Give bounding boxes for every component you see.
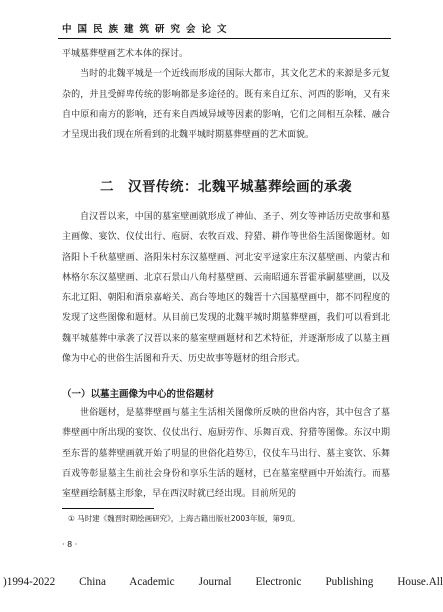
- middle-text-block: [62, 207, 390, 369]
- subsection-title: （一）以墓主画像为中心的世俗题材: [62, 389, 215, 400]
- bottom-text-block: [62, 403, 390, 504]
- paragraph: 世俗题材，是墓葬壁画与墓主生活相关图像所反映的世俗内容，其中包含了墓葬壁画中所出现的宴饮、仪仗出行、庖厨劳作、乐舞百戏、狩猎等图像。东汉中期至东晋的墓葬壁画就开始了明显的世俗化趋势①，仪仗车马出行、墓主宴饮、乐舞百戏等彰显墓主生前社会身份和享乐生活的题材，已在墓室壁画中开始流行。而墓室壁画绘制墓主形象，早在西汉时就已经出现。目前所见的: [62, 408, 390, 500]
- paragraph: 当时的北魏平城是一个近线而形成的国际大都市，其文化艺术的来源是多元复杂的，并且受鲜卑传统的影响都是多途径的。既有来自辽东、河西的影响，又有来自中原和南方的影响，还有来自西域异域等因素的影响，它们之间相互杂糅、融合才呈现出我们现在所看到的北魏平城时期墓葬壁画的艺术面貌。: [62, 69, 390, 141]
- copyright-line: )1994-2022 China Academic Journal Electronic Publishing House.All: [3, 576, 443, 588]
- page-number: · 8 ·: [62, 540, 78, 549]
- header-rule: [58, 38, 391, 39]
- top-text-block: [62, 44, 390, 145]
- running-head: 中国民族建筑研究会论文: [62, 24, 233, 35]
- paragraph: 平城墓葬壁画艺术本体的探讨。: [62, 49, 189, 59]
- footnote-rule: [62, 508, 154, 509]
- footnote: ① 马时建《魏晋时期绘画研究》，上海古籍出版社2003年版，第9页。: [68, 514, 300, 523]
- section-title: 二 汉晋传统：北魏平城墓葬绘画的承袭: [100, 179, 352, 195]
- paragraph: 自汉晋以来，中国的墓室壁画就形成了神仙、圣子、列女等神话历史故事和墓主画像、宴饮、仪仗出行、庖厨、农牧百戏、狩猎、耕作等世俗生活图像题材。如洛阳卜千秋墓壁画、洛阳朱村东汉墓壁画、河北安平逯家庄东汉墓壁画、内蒙古和林格尔东汉墓壁画、北京石景山八角村墓壁画、云南昭通东晋霍承嗣墓壁画，以及东北辽阳、朝阳和酒泉嘉峪关、高台等地区的魏晋十六国墓壁画中，都不同程度的发现了这些图像和题材。从目前已发现的北魏平城时期墓葬壁画，我们可以看到北魏平城墓葬中承袭了汉晋以来的墓室壁画题材和艺术特征，并逐渐形成了以墓主画像为中心的世俗生活图和升天、历史故事等题材的组合形式。: [62, 212, 390, 365]
